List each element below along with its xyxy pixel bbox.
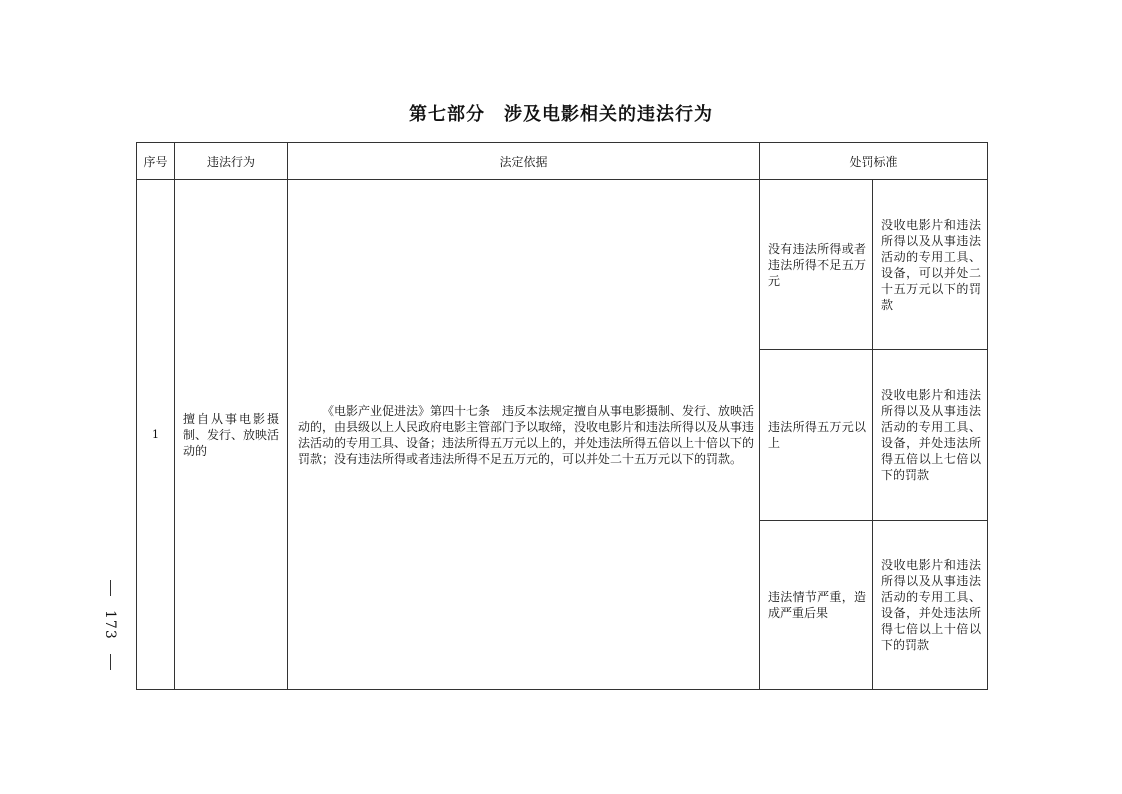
row-basis-text: 《电影产业促进法》第四十七条 违反本法规定擅自从事电影摄制、发行、放映活动的，由县级以上人民政府电影主管部门予以取缔，没收电影片和违法所得以及从事违法活动的专用工具、设备；违法所得五万元以上的，并处违法所得五倍以上十倍以下的罚款；没有违法所得或者违法所得不足五万元的，可以并处二十五万元以下的罚款。 (298, 403, 755, 466)
standard-condition: 没有违法所得或者违法所得不足五万元 (760, 180, 873, 350)
row-index: 1 (137, 180, 175, 690)
row-act: 擅自从事电影摄制、发行、放映活动的 (175, 180, 288, 690)
table-row (137, 180, 988, 350)
row-basis (288, 180, 760, 690)
penalty-table (136, 142, 988, 690)
standard-condition: 违法所得五万元以上 (760, 350, 873, 520)
header-act: 违法行为 (175, 143, 288, 180)
page-number (99, 580, 121, 670)
standard-penalty: 没收电影片和违法所得以及从事违法活动的专用工具、设备，可以并处二十五万元以下的罚款 (873, 180, 988, 350)
standard-condition: 违法情节严重，造成严重后果 (760, 520, 873, 689)
header-standard: 处罚标准 (760, 143, 988, 180)
header-basis: 法定依据 (288, 143, 760, 180)
page-title: 第七部分 涉及电影相关的违法行为 (409, 104, 713, 125)
page-number-dash-bottom (110, 654, 111, 670)
page-number-text: 173 (102, 610, 118, 640)
standard-penalty: 没收电影片和违法所得以及从事违法活动的专用工具、设备，并处违法所得五倍以上七倍以下的罚款 (873, 350, 988, 520)
table-header-row (137, 143, 988, 180)
page-number-dash-top (110, 580, 111, 596)
standard-penalty: 没收电影片和违法所得以及从事违法活动的专用工具、设备，并处违法所得七倍以上十倍以下的罚款 (873, 520, 988, 689)
header-index: 序号 (137, 143, 175, 180)
